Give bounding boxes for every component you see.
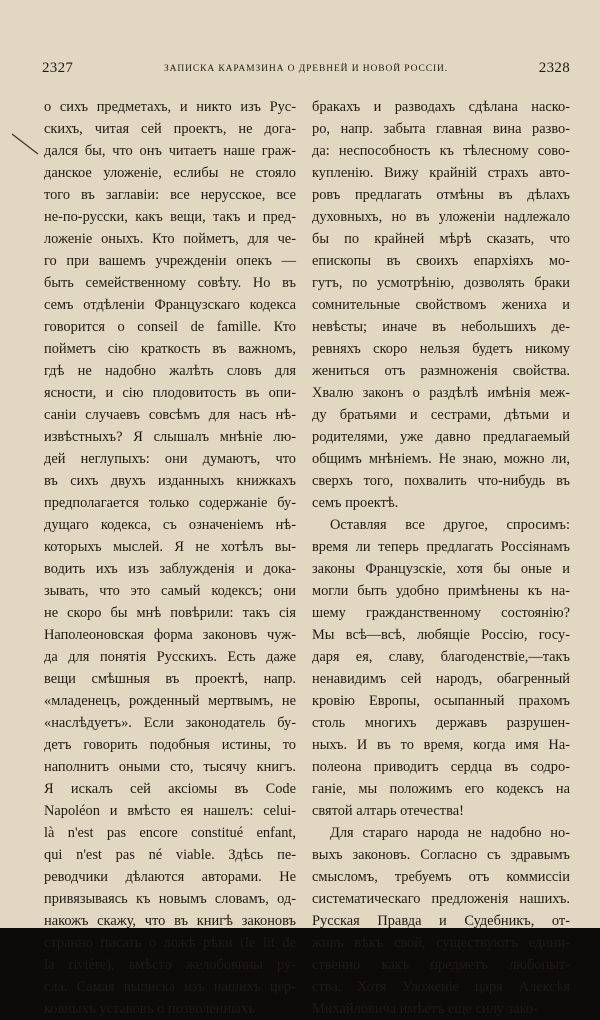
text-line: святой алтарь отечества! — [312, 803, 464, 819]
text-line: смысломъ, требуемъ отъ коммиссіи — [312, 869, 570, 885]
text-line: извѣстныхъ? Я слышалъ мнѣніе лю- — [44, 429, 296, 445]
text-line: привязываясь къ новымъ словамъ, од- — [44, 891, 296, 907]
text-line: Хвалю законъ о раздѣлѣ имѣнія меж- — [312, 385, 570, 401]
text-line: могли быть удобно примѣнены къ на- — [312, 583, 570, 599]
text-line: Я искалъ сей аксіомы въ Code — [44, 781, 296, 797]
text-line: въ сихъ двухъ изданныхъ книжкахъ — [44, 473, 296, 489]
text-line: которыхъ мыслей. Я не хотѣлъ вы- — [44, 539, 296, 555]
text-line: ревняхъ скоро нельзя будетъ никому — [312, 341, 570, 357]
text-line: сверхъ того, похвалить что-нибудь въ — [312, 473, 570, 489]
text-line: «младенецъ, рожденный мертвымъ, не — [44, 693, 296, 709]
text-line: семъ отдѣленіи Французскаго кодекса — [44, 297, 296, 313]
text-line: живъ вѣкъ свой, существуютъ едини- — [312, 935, 570, 951]
text-line: родителями, уже давно предлагаемый — [312, 429, 570, 445]
text-line: пойметъ сію краткость въ важномъ, — [44, 341, 296, 357]
text-line: говорится о conseil de famille. Кто — [44, 319, 296, 335]
running-title: ЗАПИСКА КАРАМЗИНА О ДРЕВНЕЙ И НОВОЙ РОССІИ. — [163, 64, 449, 74]
text-line: шему гражданственному состоянію? — [312, 605, 570, 621]
text-line: ровъ предлагать отмѣны въ дѣлахъ — [312, 187, 570, 203]
text-line: сла. Самая выписка изъ нашихъ цер- — [44, 979, 296, 995]
text-line: qui n'est pas né viable. Здѣсь пе- — [44, 847, 296, 863]
text-line: саніи случаевъ совсѣмъ для насъ нѣ- — [44, 407, 296, 423]
text-line: да: неспособность къ тѣлесному сово- — [312, 143, 570, 159]
text-line: купленію. Вижу крайній страхъ авто- — [312, 165, 570, 181]
text-line: полеона приводитъ сердца въ содро- — [312, 759, 570, 775]
text-line: даря ея, славу, благоденствіе,—такъ — [312, 649, 570, 665]
page-number-right: 2328 — [538, 60, 570, 76]
text-line: ро, напр. забыта главная вина разво- — [312, 121, 570, 137]
text-line: гдѣ не надобно жалѣть словъ для — [44, 363, 296, 379]
right-column — [312, 96, 570, 1017]
text-line: Мы всѣ—всѣ, любящіе Россію, госу- — [312, 627, 570, 643]
text-line: ныхъ. И въ то время, когда имя На- — [312, 737, 570, 753]
text-line: епископы въ своихъ епархіяхъ мо- — [312, 253, 570, 269]
text-line: о сихъ предметахъ, и никто изъ Рус- — [44, 99, 296, 115]
text-line: водить ихъ изъ заблужденія и дока- — [44, 561, 296, 577]
text-line: время ли теперь предлагать Россіянамъ — [312, 539, 570, 555]
text-line: общимъ мнѣніемъ. Не знаю, можно ли, — [312, 451, 570, 467]
text-line: того въ заглавіи: все нерусское, все — [44, 187, 296, 203]
text-line: не-по-русски, какъ вещи, такъ и пред- — [44, 209, 296, 225]
text-line: скихъ, читая сей проектъ, не дога- — [44, 121, 296, 137]
text-line: ковныхъ уставовъ о позволенныхъ — [44, 1001, 255, 1017]
page-header — [42, 58, 570, 78]
text-line: предполагается только содержаніе бу- — [44, 495, 296, 511]
text-line: странно писать о ложѣ рѣки (le lit de — [44, 935, 296, 951]
text-line: детъ говорить подобныя истины, то — [44, 737, 296, 753]
text-line: бы по крайней мѣрѣ сказать, что — [312, 231, 570, 247]
text-line: Оставляя все другое, спросимъ: — [330, 517, 570, 533]
text-line: Русская Правда и Судебникъ, от- — [312, 913, 570, 929]
text-line: реводчики дѣлаются авторами. Не — [44, 869, 296, 885]
text-line: бракахъ и разводахъ сдѣлана наско- — [312, 99, 570, 115]
text-line: наполнитъ оными сто, тысячу книгъ. — [44, 759, 296, 775]
text-line: жениться отъ размноженія свойства. — [312, 363, 570, 379]
text-line: накожъ скажу, что въ книгѣ законовъ — [44, 913, 296, 929]
text-line: ложеніе оныхъ. Кто пойметъ, для че- — [44, 231, 296, 247]
text-line: Для стараго народа не надобно но- — [330, 825, 570, 841]
text-line: la rivière), вмѣсто желобовины ру- — [44, 957, 296, 973]
text-line: семъ проектѣ. — [312, 495, 399, 511]
text-line: зывать, что это самый кодексъ; они — [44, 583, 296, 599]
text-line: столь многихъ державъ разрушен- — [312, 715, 570, 731]
text-line: вещи смѣшныя въ проектѣ, напр. — [44, 671, 296, 687]
text-line: là n'est pas encore constitué enfant, — [44, 825, 296, 841]
text-line: данское уложеніе, еслибы не стояло — [44, 165, 296, 181]
text-line: духовныхъ, но въ уложеніи надлежало — [312, 209, 570, 225]
margin-pencil-mark — [8, 130, 48, 160]
text-line: го при вашемъ учрежденіи опекъ — — [44, 253, 296, 269]
text-line: ду братьями и сестрами, дѣтьми и — [312, 407, 570, 423]
text-line: кровію Европы, осыпанный прахомъ — [312, 693, 570, 709]
text-line: быть семейственному совѣту. Но въ — [44, 275, 296, 291]
text-line: не скоро бы мнѣ повѣрили: такъ сія — [44, 605, 296, 621]
text-line: сомнительные свойствомъ жениха и — [312, 297, 570, 313]
text-line: дущаго кодекса, съ означеніемъ нѣ- — [44, 517, 296, 533]
text-line: ственно какъ предметъ любопыт- — [312, 957, 570, 973]
text-line: ненавидимъ сей народъ, обагренный — [312, 671, 570, 687]
text-line: Napoléon и вмѣсто ея нашелъ: celui- — [44, 803, 296, 819]
text-line: дался бы, что онъ читаетъ наше граж- — [44, 143, 296, 159]
text-line: невѣсты; иначе въ небольшихъ де- — [312, 319, 570, 335]
text-line: гутъ, по усмотрѣнію, дозволять браки — [312, 275, 570, 291]
left-column — [44, 96, 296, 1017]
text-line: Наполеоновская форма законовъ чуж- — [44, 627, 296, 643]
text-line: ясности, и сію плодовитость въ опи- — [44, 385, 296, 401]
text-line: «наслѣдуетъ». Если законодатель бу- — [44, 715, 296, 731]
text-line: систематическаго предложенія нашихъ. — [312, 891, 570, 907]
text-line: да для понятія Русскихъ. Есть даже — [44, 649, 296, 665]
text-line: дей неглупыхъ: они думаютъ, что — [44, 451, 296, 467]
text-line: ганіе, мы положимъ его кодексъ на — [312, 781, 570, 797]
text-line: выхъ законовъ. Согласно съ здравымъ — [312, 847, 570, 863]
page-number-left: 2327 — [42, 60, 74, 76]
text-line: Михайловича имѣетъ еще силу зако- — [312, 1001, 538, 1017]
text-line: законы Французскіе, хотя бы оные и — [312, 561, 570, 577]
text-line: ства. Хотя Уложеніе царя Алексѣя — [312, 979, 570, 995]
